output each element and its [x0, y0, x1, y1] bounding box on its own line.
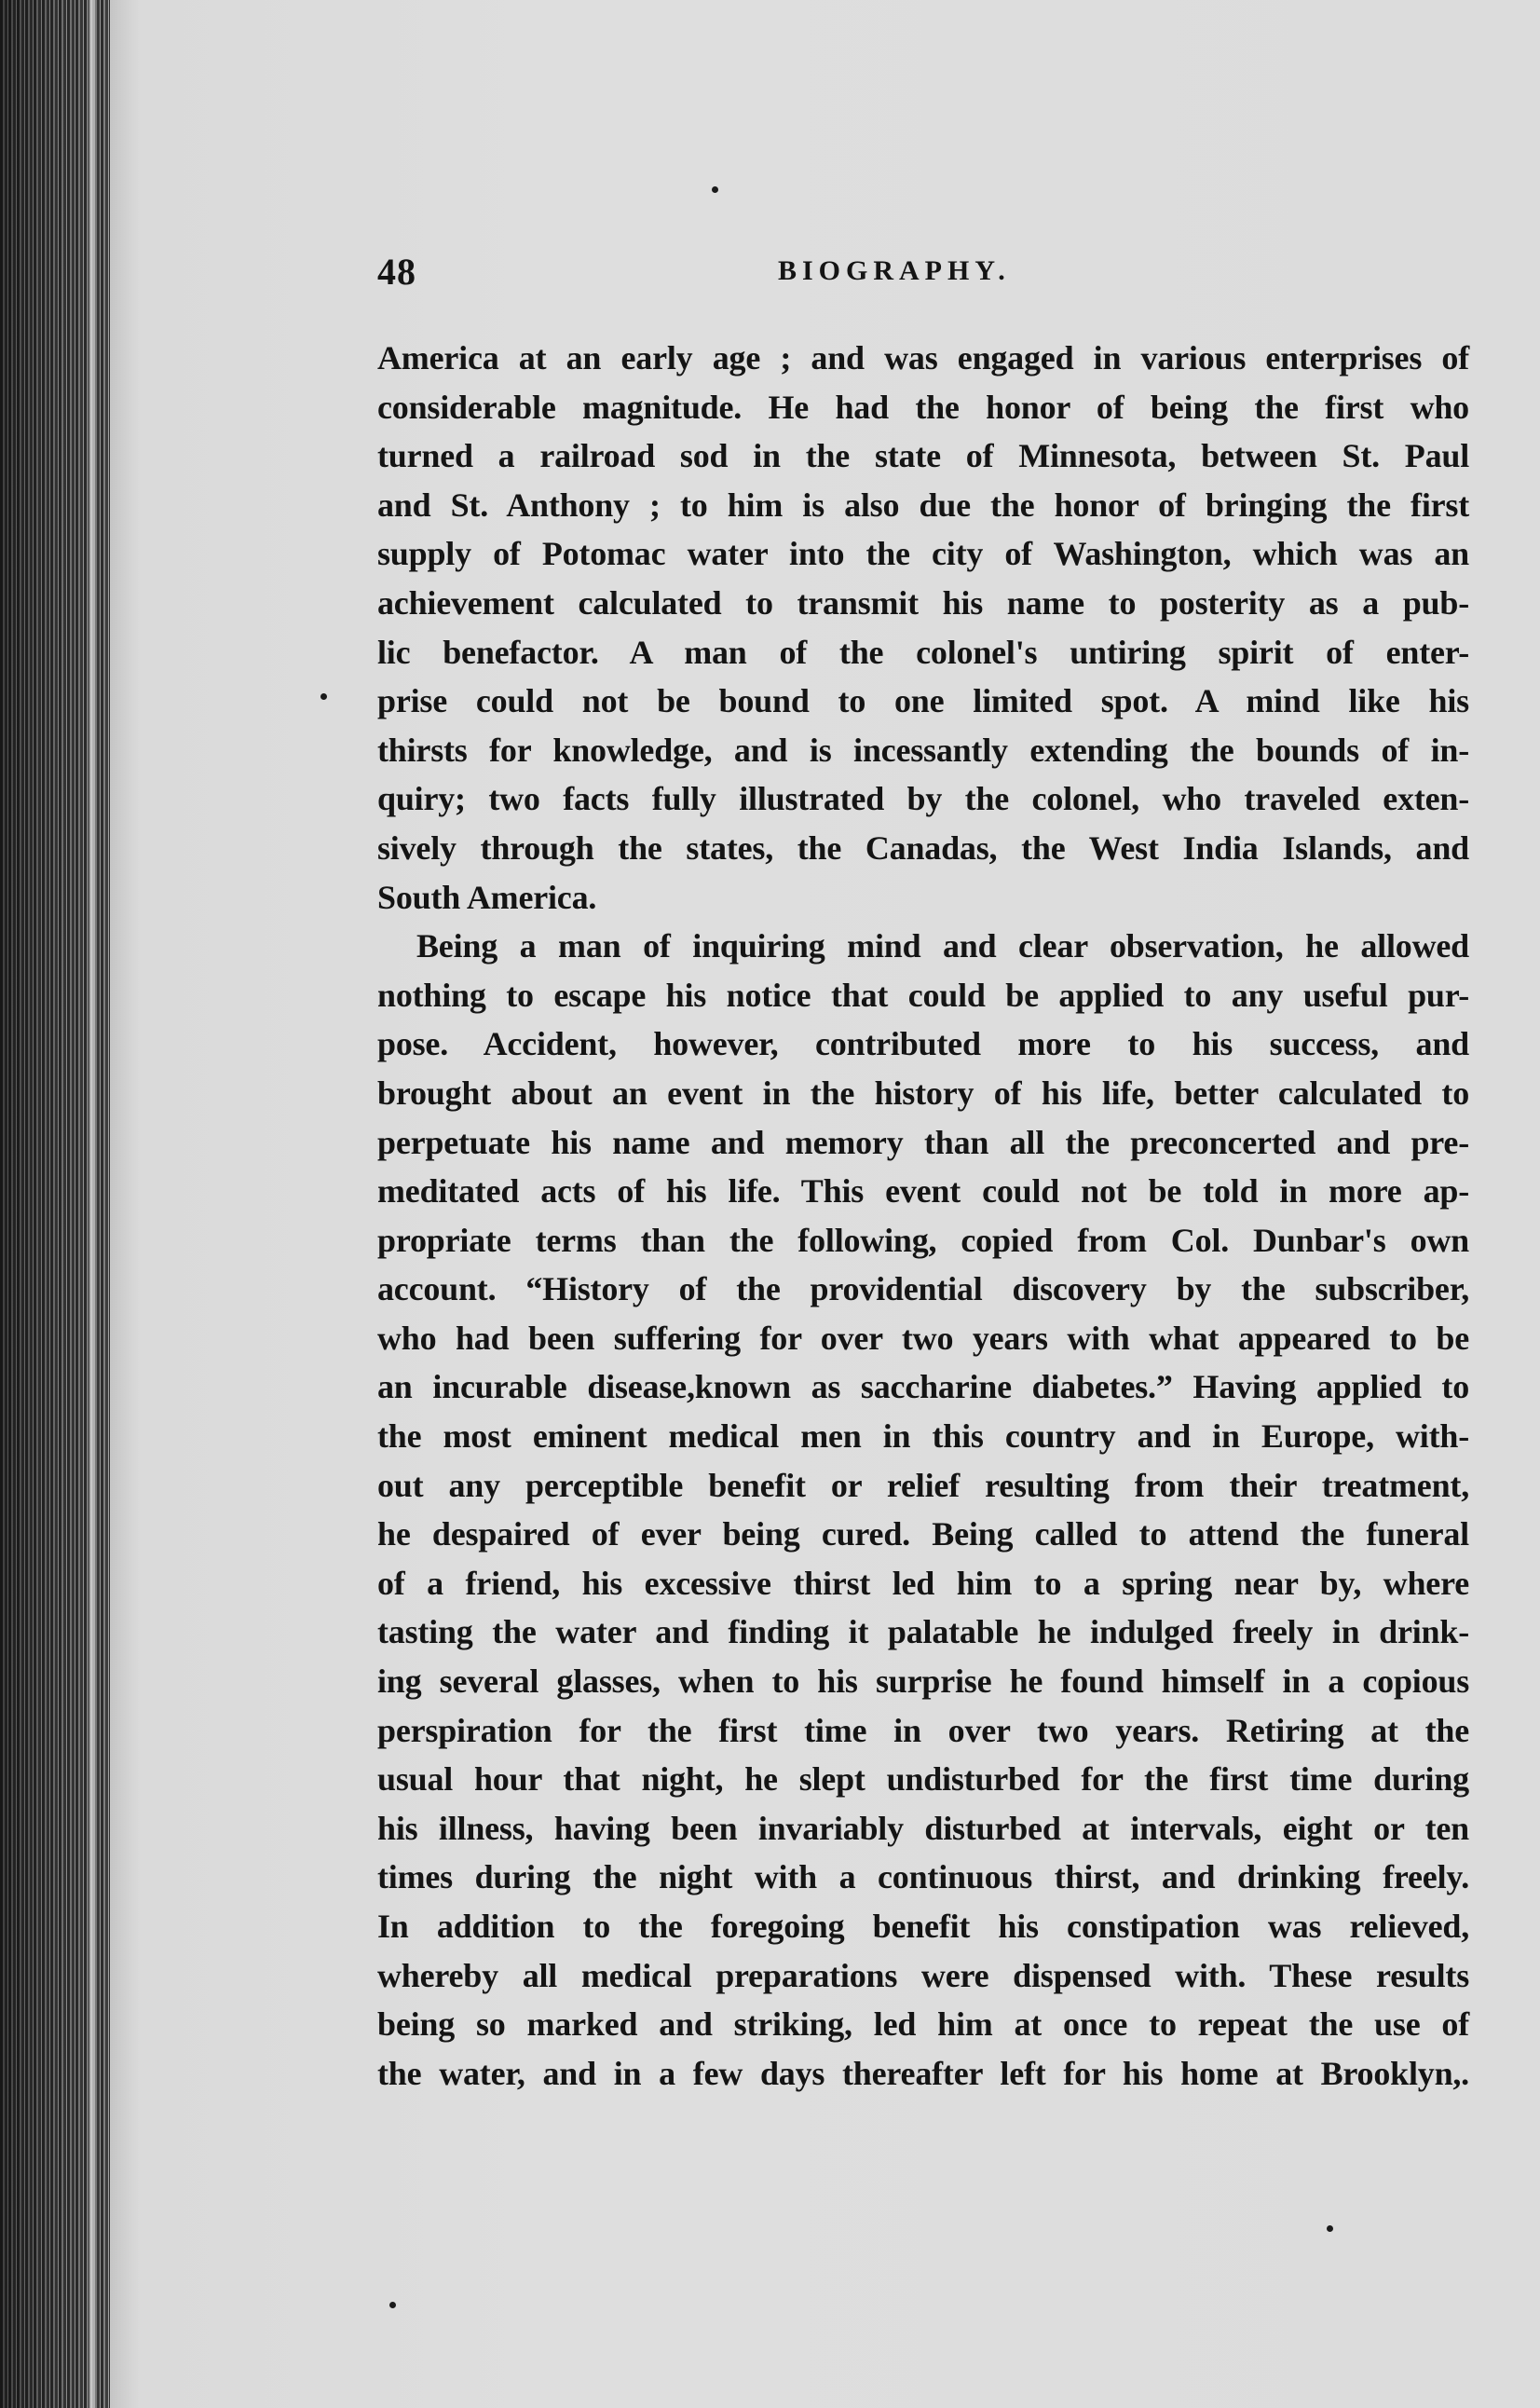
binding-shadow — [0, 0, 140, 2408]
paragraph-end-line: South America. — [377, 878, 597, 916]
text-line: his illness, having been invariably disturbed at intervals, eight or ten — [377, 1809, 1469, 1847]
text-line: sively through the states, the Canadas, the West India Islands, and — [377, 828, 1469, 867]
page-number: 48 — [377, 251, 416, 293]
text-line: considerable magnitude. He had the honor of being the first who — [377, 388, 1469, 426]
text-line: out any perceptible benefit or relief resulting from their treatment, — [377, 1466, 1469, 1504]
text-line: ing several glasses, when to his surprise he found himself in a copious — [377, 1662, 1469, 1701]
text-line: America at an early age ; and was engaged in various enterprises of — [377, 339, 1469, 376]
text-line: nothing to escape his notice that could be applied to any useful pur- — [377, 976, 1469, 1014]
scan-speck — [389, 2302, 396, 2308]
page-header — [377, 250, 1486, 306]
text-line: lic benefactor. A man of the colonel's untiring spirit of enter- — [377, 633, 1469, 671]
text-line: thirsts for knowledge, and is incessantly extending the bounds of in- — [377, 731, 1469, 769]
text-line: account. “History of the providential discovery by the subscriber, — [377, 1270, 1469, 1308]
text-line: turned a railroad sod in the state of Minnesota, between St. Paul — [377, 437, 1469, 475]
text-line: prise could not be bound to one limited spot. A mind like his — [377, 682, 1469, 720]
text-line: perspiration for the first time in over two years. Retiring at the — [377, 1711, 1469, 1749]
text-line: quiry; two facts fully illustrated by the colonel, who traveled exten- — [377, 780, 1469, 818]
text-line: and St. Anthony ; to him is also due the honor of bringing the first — [377, 486, 1469, 524]
text-line: whereby all medical preparations were dispensed with. These results — [377, 1956, 1469, 1994]
text-line: tasting the water and finding it palatable he indulged freely in drink- — [377, 1613, 1469, 1651]
scan-speck — [712, 186, 718, 193]
text-line: meditated acts of his life. This event could not be told in more ap- — [377, 1172, 1469, 1211]
text-line: the most eminent medical men in this country and in Europe, with- — [377, 1417, 1469, 1456]
text-line: an incurable disease,known as saccharine diabetes.” Having applied to — [377, 1368, 1469, 1406]
text-line: propriate terms than the following, copied from Col. Dunbar's own — [377, 1221, 1469, 1259]
page-edge-highlight — [89, 0, 95, 2408]
text-line: In addition to the foregoing benefit his constipation was relieved, — [377, 1908, 1469, 1945]
paragraph-start-line: Being a man of inquiring mind and clear observation, he allowed — [416, 927, 1469, 965]
running-head: BIOGRAPHY. — [778, 255, 1011, 286]
text-line: being so marked and striking, led him at once to repeat the use of — [377, 2005, 1469, 2044]
scan-speck — [320, 693, 327, 700]
text-line: usual hour that night, he slept undisturbed for the first time during — [377, 1760, 1469, 1799]
text-line: supply of Potomac water into the city of Washington, which was an — [377, 535, 1469, 573]
text-line: brought about an event in the history of his life, better calculated to — [377, 1074, 1469, 1112]
text-line: of a friend, his excessive thirst led him to a spring near by, where — [377, 1564, 1469, 1602]
scan-speck — [1327, 2225, 1333, 2232]
text-line: pose. Accident, however, contributed more to his success, and — [377, 1025, 1469, 1063]
text-line: times during the night with a continuous thirst, and drinking freely. — [377, 1858, 1469, 1896]
body-text — [377, 334, 1469, 2098]
text-line: he despaired of ever being cured. Being called to attend the funeral — [377, 1515, 1469, 1553]
text-line: the water, and in a few days thereafter left for his home at Brooklyn,. — [377, 2054, 1469, 2092]
text-line: perpetuate his name and memory than all the preconcerted and pre- — [377, 1123, 1469, 1161]
text-line: achievement calculated to transmit his name to posterity as a pub- — [377, 583, 1469, 622]
text-line: who had been suffering for over two years with what appeared to be — [377, 1319, 1469, 1357]
